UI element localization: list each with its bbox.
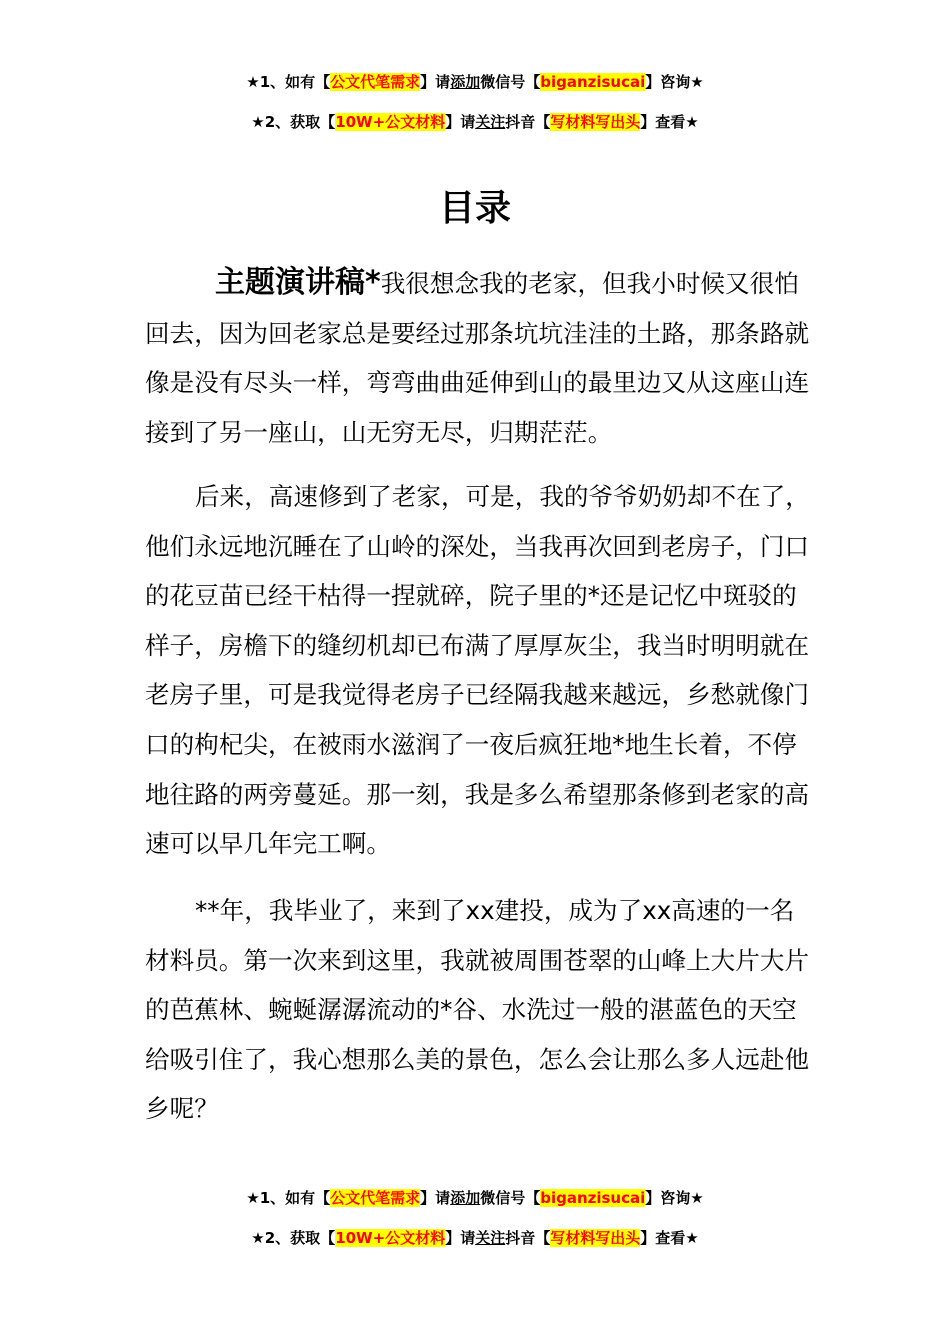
paragraph-1 — [145, 258, 810, 457]
promo-text: 】请 — [445, 1229, 476, 1247]
promo-text: 微信号【 — [480, 73, 541, 91]
promo-line-2-top — [0, 112, 950, 132]
promo-text: 】咨询★ — [645, 73, 704, 91]
promo-text: 】请 — [420, 1189, 451, 1207]
promo-text: 】查看★ — [640, 1229, 699, 1247]
paragraph-2: 后来，高速修到了老家，可是，我的爷爷奶奶却不在了，他们永远地沉睡在了山岭的深处，当我再次回到老房子，门口的花豆苗已经干枯得一捏就碎，院子里的*还是记忆中斑驳的样子，房檐下的缝纫机却已布满了厚厚灰尘，我当时明明就在老房子里，可是我觉得老房子已经隔我越来越远，乡愁就像门口的枸杞尖，在被雨水滋润了一夜后疯狂地*地生长着，不停地往路的两旁蔓延。那一刻，我是多么希望那条修到老家的高速可以早几年完工啊。 — [145, 482, 810, 859]
promo-text: ★2、获取【 — [251, 113, 336, 131]
promo-highlight: biganzisucai — [540, 73, 646, 91]
promo-text: 】请 — [420, 73, 451, 91]
promo-underline: 添加 — [450, 1189, 481, 1207]
promo-text: 抖音【 — [505, 1229, 551, 1247]
promo-highlight: 写材料写出头 — [550, 1229, 641, 1247]
promo-underline: 关注 — [475, 113, 506, 131]
promo-line-2-bottom — [0, 1228, 950, 1248]
promo-text: ★2、获取【 — [251, 1229, 336, 1247]
section-heading: 主题演讲稿* — [215, 265, 381, 300]
promo-underline: 添加 — [450, 73, 481, 91]
promo-highlight: 公文代笔需求 — [330, 1189, 421, 1207]
promo-text: 抖音【 — [505, 113, 551, 131]
promo-text: ★1、如有【 — [246, 1189, 331, 1207]
promo-highlight: 10W+公文材料 — [335, 113, 446, 131]
promo-highlight: 10W+公文材料 — [335, 1229, 446, 1247]
promo-line-1-bottom — [0, 1188, 950, 1208]
page-title: 目录 — [438, 188, 511, 229]
promo-text: ★1、如有【 — [246, 73, 331, 91]
promo-highlight: 公文代笔需求 — [330, 73, 421, 91]
promo-underline: 关注 — [475, 1229, 506, 1247]
promo-highlight: 写材料写出头 — [550, 113, 641, 131]
promo-text: 】查看★ — [640, 113, 699, 131]
promo-text: 】请 — [445, 113, 476, 131]
promo-line-1-top — [0, 72, 950, 92]
paragraph-1-text: 我很想念我的老家，但我小时候又很怕回去，因为回老家总是要经过那条坑坑洼洼的土路，那条路就像是没有尽头一样，弯弯曲曲延伸到山的最里边又从这座山连接到了另一座山，山无穷无尽，归期茫茫。 — [145, 269, 810, 447]
promo-highlight: biganzisucai — [540, 1189, 646, 1207]
paragraph-3: **年，我毕业了，来到了xx建投，成为了xx高速的一名材料员。第一次来到这里，我就被周围苍翠的山峰上大片大片的芭蕉林、蜿蜒潺潺流动的*谷、水洗过一般的湛蓝色的天空给吸引住了，我心想那么美的景色，怎么会让那么多人远赴他乡呢？ — [145, 896, 810, 1124]
promo-text: 微信号【 — [480, 1189, 541, 1207]
promo-text: 】咨询★ — [645, 1189, 704, 1207]
